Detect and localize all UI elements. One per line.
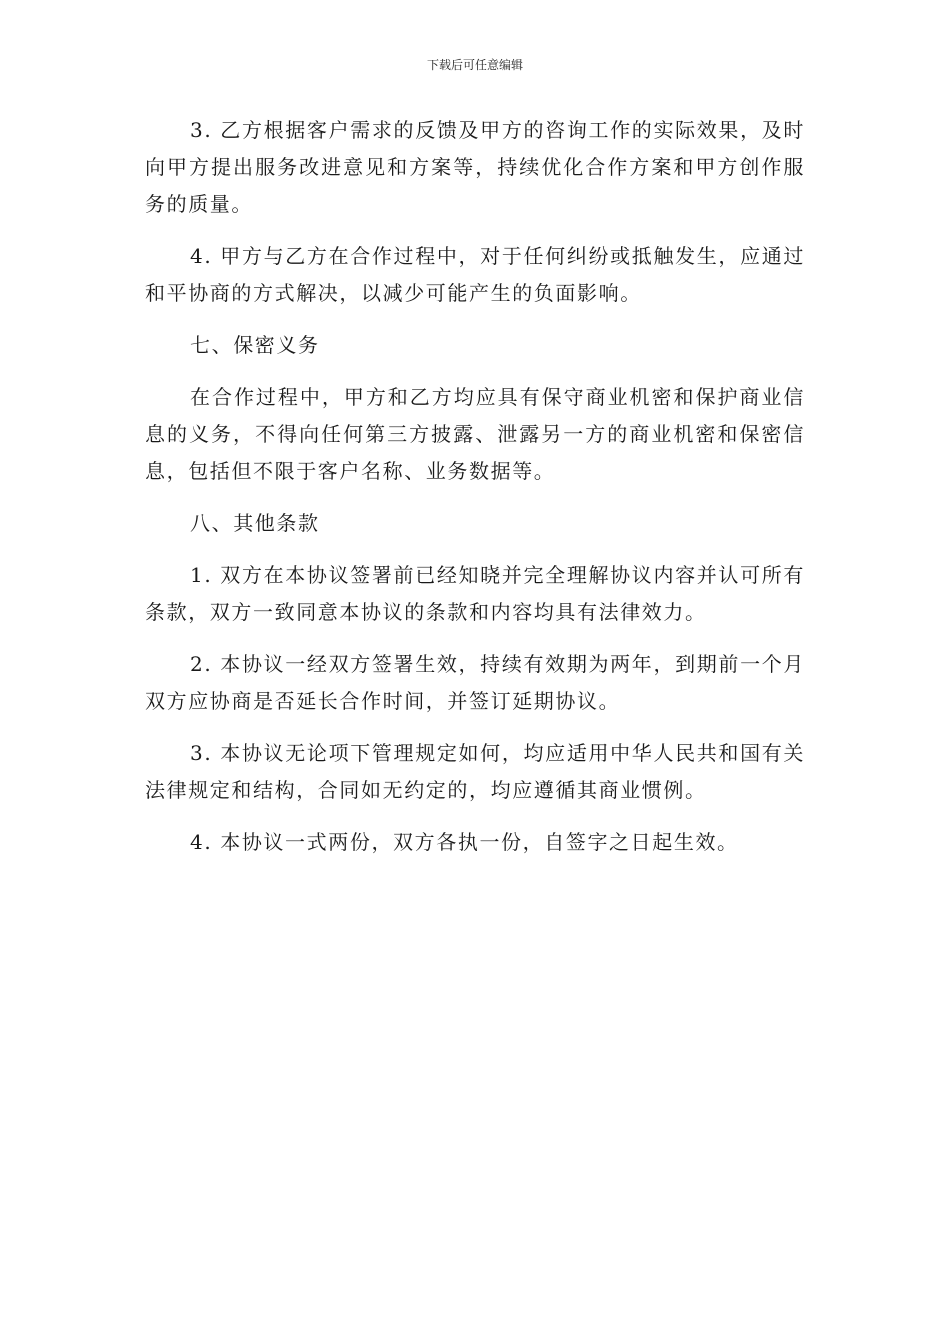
document-body (145, 112, 805, 876)
other-terms-item-4: 4. 本协议一式两份，双方各执一份，自签字之日起生效。 (190, 830, 739, 854)
clause-paragraph: 4. 甲方与乙方在合作过程中，对于任何纠纷或抵触发生，应通过和平协商的方式解决，以减少可能产生的负面影响。 (145, 244, 805, 305)
confidentiality-paragraph: 在合作过程中，甲方和乙方均应具有保守商业机密和保护商业信息的义务，不得向任何第三方披露、泄露另一方的商业机密和保密信息，包括但不限于客户名称、业务数据等。 (145, 385, 805, 483)
other-terms-item-1: 1. 双方在本协议签署前已经知晓并完全理解协议内容并认可所有条款，双方一致同意本协议的条款和内容均具有法律效力。 (145, 563, 805, 624)
section-heading-confidentiality: 七、保密义务 (190, 333, 320, 357)
other-terms-item-2: 2. 本协议一经双方签署生效，持续有效期为两年，到期前一个月双方应协商是否延长合作时间，并签订延期协议。 (145, 652, 805, 713)
clause-paragraph: 3. 乙方根据客户需求的反馈及甲方的咨询工作的实际效果，及时向甲方提出服务改进意见和方案等，持续优化合作方案和甲方创作服务的质量。 (145, 118, 805, 216)
section-heading-other-terms: 八、其他条款 (190, 511, 320, 535)
other-terms-item-3: 3. 本协议无论项下管理规定如何，均应适用中华人民共和国有关法律规定和结构，合同如无约定的，均应遵循其商业惯例。 (145, 741, 805, 802)
header-note: 下载后可任意编辑 (426, 58, 523, 72)
